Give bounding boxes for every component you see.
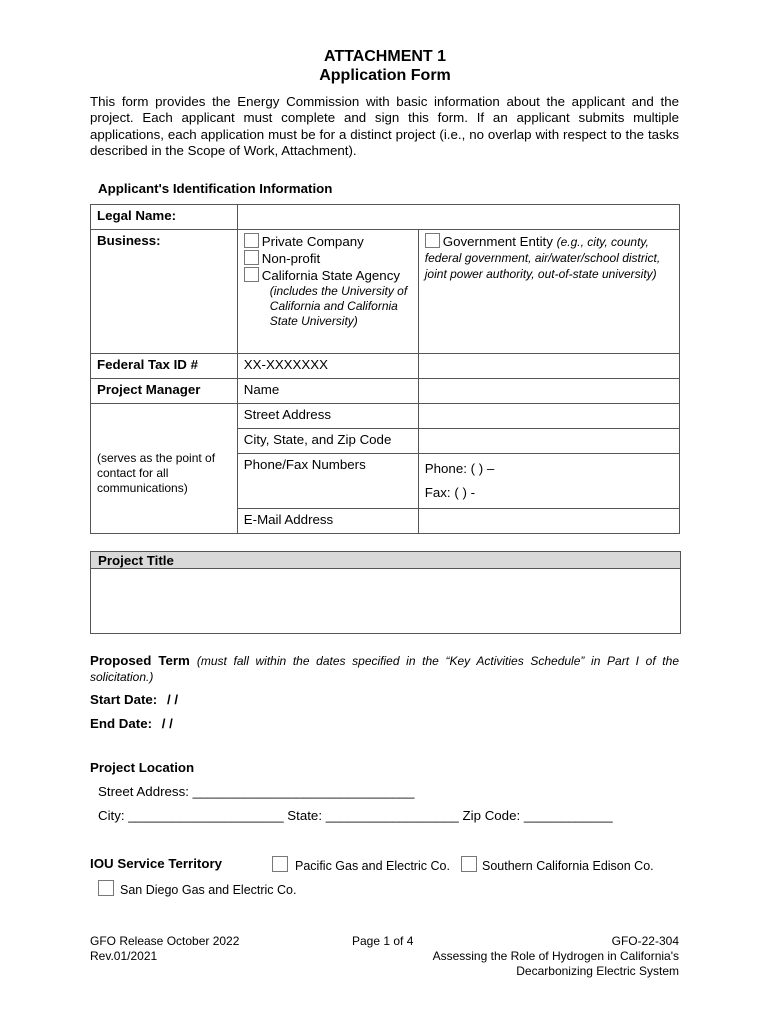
phone-field[interactable]: Phone: ( ) – (424, 461, 495, 476)
iou-option-pge[interactable]: Pacific Gas and Electric Co. (272, 856, 450, 874)
form-subtitle: Application Form (319, 67, 451, 84)
pm-name-label: Name (237, 379, 418, 404)
email-label: E-Mail Address (237, 509, 418, 534)
legal-name-label: Legal Name: (91, 205, 238, 230)
start-date-label: Start Date: (90, 692, 158, 707)
proposed-term-note: (must fall within the dates specified in the “Key Activities Schedule” in Part I of the solicitation.) (90, 654, 679, 684)
tax-id-extra[interactable] (418, 354, 679, 379)
pm-name-field[interactable] (418, 379, 679, 404)
phone-fax-label: Phone/Fax Numbers (237, 454, 418, 509)
government-entity-note: (e.g., city, county, federal government, air/water/school district, joint power authority, out-of-state university) (424, 235, 661, 281)
location-street-field[interactable]: Street Address: ______________________________ (98, 784, 415, 799)
city-state-zip-label: City, State, and Zip Code (237, 429, 418, 454)
footer-page-number: Page 1 of 4 (352, 934, 414, 948)
location-city-state-zip-field[interactable]: City: _____________________ State: __________________ Zip Code: ____________ (98, 808, 613, 823)
pge-checkbox[interactable] (272, 856, 288, 872)
business-option-private[interactable]: Private Company (244, 233, 412, 250)
state-agency-note: (includes the University of California and California State University) (269, 284, 408, 328)
end-date-row (90, 716, 173, 731)
business-option-nonprofit[interactable]: Non-profit (244, 250, 412, 267)
city-state-zip-field[interactable] (418, 429, 679, 454)
end-date-field[interactable]: / / (161, 716, 173, 731)
footer-project-title-line1: Assessing the Role of Hydrogen in California's (432, 949, 679, 963)
project-title-box (90, 551, 681, 634)
business-option-state-agency[interactable]: California State Agency (244, 267, 412, 284)
proposed-term-label: Proposed Term (90, 653, 190, 668)
project-title-label: Project Title (91, 552, 680, 569)
nonprofit-checkbox[interactable] (244, 250, 259, 265)
business-label: Business: (91, 230, 238, 354)
legal-name-field[interactable] (237, 205, 679, 230)
start-date-field[interactable]: / / (166, 692, 179, 707)
intro-paragraph: This form provides the Energy Commission with basic information about the applicant and the project. Each applicant must complete and sign this form. If an applicant submits multiple applications, each application must be for a distinct project (i.e., no overlap with respect to the tasks described in the Scope of Work, Attachment). (90, 94, 679, 159)
tax-id-field[interactable]: XX-XXXXXXX (237, 354, 418, 379)
tax-id-label: Federal Tax ID # (91, 354, 238, 379)
applicant-table (90, 204, 680, 534)
project-title-field[interactable] (91, 569, 680, 633)
state-agency-checkbox[interactable] (244, 267, 259, 282)
footer-revision: Rev.01/2021 (90, 949, 158, 963)
sdge-checkbox[interactable] (98, 880, 114, 896)
business-option-government[interactable]: Government Entity (425, 234, 553, 249)
sce-checkbox[interactable] (461, 856, 477, 872)
email-field[interactable] (418, 509, 679, 534)
applicant-section-heading: Applicant's Identification Information (98, 181, 333, 196)
private-company-checkbox[interactable] (244, 233, 259, 248)
footer-release: GFO Release October 2022 (90, 934, 240, 948)
street-address-field[interactable] (418, 404, 679, 429)
project-manager-note: (serves as the point of contact for all communications) (97, 451, 216, 495)
iou-heading: IOU Service Territory (90, 856, 223, 871)
project-location-heading: Project Location (90, 760, 195, 775)
fax-field[interactable]: Fax: ( ) - (424, 485, 475, 500)
footer-gfo-number: GFO-22-304 (611, 934, 679, 948)
iou-option-sdge[interactable]: San Diego Gas and Electric Co. (98, 880, 296, 898)
proposed-term (90, 653, 679, 685)
footer-project-title-line2: Decarbonizing Electric System (516, 964, 679, 978)
start-date-row (90, 692, 178, 707)
form-title: ATTACHMENT 1 (323, 48, 447, 65)
end-date-label: End Date: (90, 716, 153, 731)
iou-option-sce[interactable]: Southern California Edison Co. (461, 856, 654, 874)
project-manager-label: Project Manager (91, 379, 238, 404)
government-entity-checkbox[interactable] (425, 233, 440, 248)
street-address-label: Street Address (237, 404, 418, 429)
